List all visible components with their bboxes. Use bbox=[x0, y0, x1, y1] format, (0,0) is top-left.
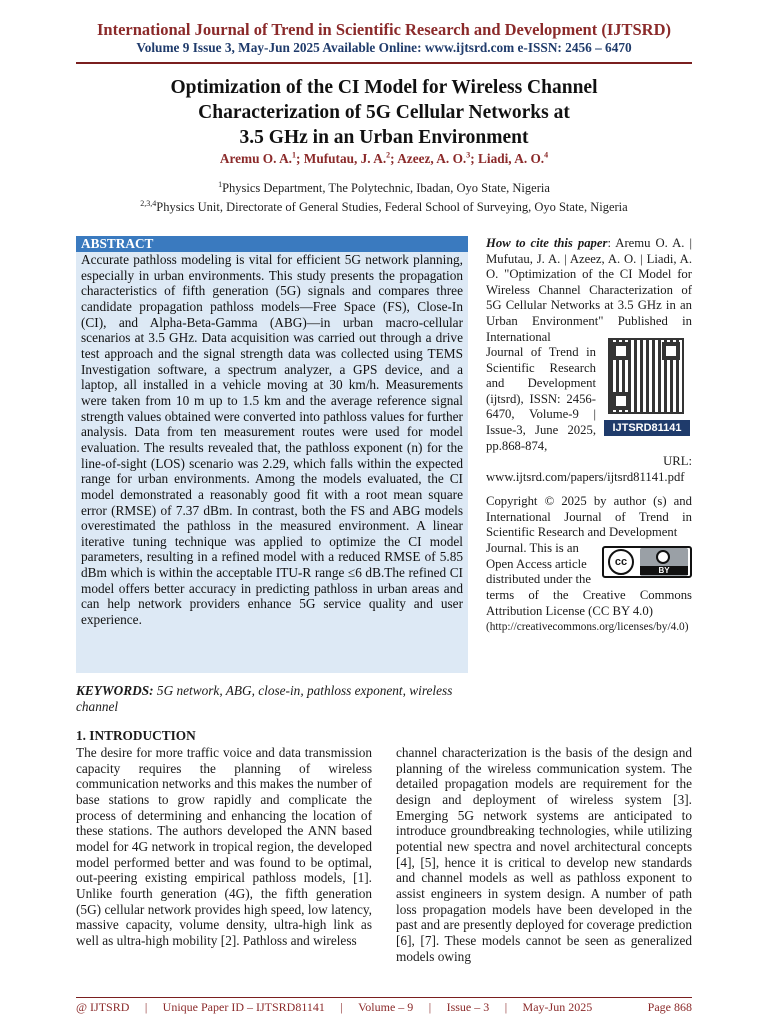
keywords bbox=[76, 683, 468, 715]
by-label: BY bbox=[640, 566, 688, 575]
cc-icon: cc bbox=[608, 549, 634, 575]
paper-title-line-2: Characterization of 5G Cellular Networks at bbox=[198, 102, 570, 123]
copyright-block bbox=[486, 494, 692, 633]
copyright-text: Copyright © 2025 by author (s) and International Journal of Trend in Scientific Research and Development bbox=[486, 494, 692, 540]
footer-sep: | bbox=[428, 1000, 432, 1014]
copyright-open-access: Journal. This is an Open Access article distributed under the bbox=[486, 541, 592, 587]
author-list: Aremu O. A.$^1$; Mufutau, J. A.$^2$; Azeez, A. O.$^3$; Liadi, A. O.$^4$ bbox=[219, 150, 549, 166]
affiliation-sup: 1 bbox=[218, 179, 223, 189]
affiliation-1 bbox=[0, 181, 768, 196]
copyright-license: terms of the Creative Commons Attribution License (CC BY 4.0) bbox=[486, 588, 692, 618]
paper-title-line-1: Optimization of the CI Model for Wireless Channel bbox=[170, 77, 598, 98]
by-icon bbox=[640, 548, 688, 576]
footer-page: Page 868 bbox=[647, 1000, 692, 1014]
citation-label: How to cite this paper bbox=[486, 236, 608, 250]
footer-sep: | bbox=[340, 1000, 343, 1014]
qr-corner bbox=[662, 342, 680, 360]
abstract-heading: ABSTRACT bbox=[76, 236, 468, 252]
author-sup: 1 bbox=[292, 150, 296, 160]
abstract-text: Accurate pathloss modeling is vital for efficient 5G network planning, especially in urban environments. This study presents the propagation characteristics of fifth generation (5G) signals and compares three candidate propagation pathloss models—Free Space (FS), Close-In (CI), and Alpha-Beta-Gamma (ABG)—in urban macro-cellular scenarios at 3.5 GHz. Data acquisition was carried out through a drive test approach and the signal strength data was collected using TEMS Investigation software, a spectrum analyzer, a GPS device, and a laptop, all installed in a vehicle moving at 30 km/h. Measurements were taken from 10 m up to 1.5 km and the average reference signal strength values obtained were converted into pathloss values for further analysis. Data from ten measurement routes were used for model evaluation. The results revealed that, the pathloss exponent (n) for the line-of-sight (LOS) scenario was 2.29, which falls within the expected range for urban environments. Among the models evaluated, the CI model demonstrated a reasonably good fit with a root mean square error (RMSE) of 7.37 dBm. In contrast, both the FS and ABG models overestimated the pathloss in the measured environment. A linear iterative tuning technique was applied to optimize the CI model parameters, resulting in a refined model with a reduced RMSE of 5.85 dBm which is within the acceptable ITU-R range ≤6 dB.The refined CI model offers better accuracy in predicting pathloss in urban areas and can help network providers enhance 5G service quality and user experience. bbox=[81, 252, 463, 628]
author-name: Mufutau, J. A. bbox=[303, 151, 387, 166]
paper-title bbox=[100, 75, 668, 150]
author-name: Aremu O. A. bbox=[219, 151, 292, 166]
header-divider bbox=[76, 62, 692, 64]
person-icon bbox=[656, 550, 670, 564]
section-heading-introduction: 1. INTRODUCTION bbox=[76, 728, 196, 743]
footer-divider bbox=[76, 997, 692, 998]
keywords-label: KEYWORDS: bbox=[76, 683, 154, 698]
citation-url[interactable]: www.ijtsrd.com/papers/ijtsrd81141.pdf bbox=[486, 470, 685, 484]
abstract-box bbox=[76, 236, 468, 673]
affiliation-text: Physics Unit, Directorate of General Studies, Federal School of Surveying, Oyo State, Nigeria bbox=[156, 200, 628, 214]
footer-brand: @ IJTSRD bbox=[76, 1000, 130, 1014]
affiliation-text: Physics Department, The Polytechnic, Ibadan, Oyo State, Nigeria bbox=[222, 181, 550, 195]
paper-id-badge: IJTSRD81141 bbox=[604, 420, 690, 436]
footer-sep: | bbox=[144, 1000, 148, 1014]
paper-title-line-3: 3.5 GHz in an Urban Environment bbox=[239, 127, 529, 148]
citation-intro-text: : Aremu O. A. | Mufutau, J. A. | Azeez, A. O. | Liadi, A. O. "Optimization of the CI Model for Wireless Channel Characterization of 5G Cellular Networks at 3.5 GHz in an Urban Environment" Published in International bbox=[486, 236, 692, 344]
intro-column-left: The desire for more traffic voice and data transmission capacity requires the planning of wireless communication networks and this makes the number of base stations to grow rapidly and complicate the process of determining and enhancing the location of these stations. The authors developed the ANN based model for 4G network in tropical region, the developed model performed better and was found to be optimal, out-peering existing empirical pathloss models, [1]. Unlike fourth generation (4G), the fifth generation (5G) cellular network provides high speed, low latency, massive capacity, volume density, ultra-high link as well as ultra-high mobility [2]. Pathloss and wireless bbox=[76, 745, 372, 948]
author-sup: 3 bbox=[466, 150, 471, 160]
footer-paper-id: Unique Paper ID – IJTSRD81141 bbox=[162, 1000, 325, 1014]
intro-column-right: channel characterization is the basis of the design and planning of the wireless communication system. The detailed propagation models are requirement for the design and deployment of wireless system [3]. Emerging 5G network systems are anticipated to introduce groundbreaking technologies, while utilizing potential new spectra and novel architectural concepts [4], [5], hence it is critical to develop new standards and channel models as well as pathloss exponent to assist engineers in system design. A number of path loss propagation models have been developed in the past and are presently deployed for coverage prediction [6], [7]. These models cannot be seen as generalized models owing bbox=[396, 745, 692, 964]
journal-title: International Journal of Trend in Scientific Research and Development (IJTSRD) bbox=[97, 20, 671, 39]
affiliation-sup: 2,3,4 bbox=[140, 198, 157, 208]
page-footer bbox=[76, 1000, 692, 1015]
journal-issue-line: Volume 9 Issue 3, May-Jun 2025 Available Online: www.ijtsrd.com e-ISSN: 2456 – 6470 bbox=[136, 40, 632, 55]
qr-corner bbox=[612, 342, 630, 360]
footer-volume: Volume – 9 bbox=[358, 1000, 414, 1014]
footer-date: May-Jun 2025 bbox=[522, 1000, 593, 1014]
citation-url-label: URL: bbox=[663, 454, 692, 468]
citation-intro bbox=[486, 236, 692, 345]
citation-journal-text: Journal of Trend in Scientific Research and Development (ijtsrd), ISSN: 2456-6470, Volume-9 | Issue-3, June 2025, pp.868-874, bbox=[486, 345, 596, 453]
affiliation-2 bbox=[0, 200, 768, 215]
author-sup: 4 bbox=[544, 150, 549, 160]
qr-code-icon bbox=[608, 338, 684, 414]
keywords-text: 5G network, ABG, close-in, pathloss exponent, wireless channel bbox=[76, 683, 453, 714]
license-url[interactable]: (http://creativecommons.org/licenses/by/4.0) bbox=[486, 621, 689, 633]
author-name: Azeez, A. O. bbox=[397, 151, 467, 166]
cc-by-license-icon[interactable] bbox=[602, 546, 692, 578]
qr-corner bbox=[612, 392, 630, 410]
footer-issue: Issue – 3 bbox=[446, 1000, 490, 1014]
footer-sep: | bbox=[504, 1000, 508, 1014]
author-sup: 2 bbox=[386, 150, 391, 160]
author-name: Liadi, A. O. bbox=[478, 151, 545, 166]
citation-block bbox=[486, 236, 692, 486]
